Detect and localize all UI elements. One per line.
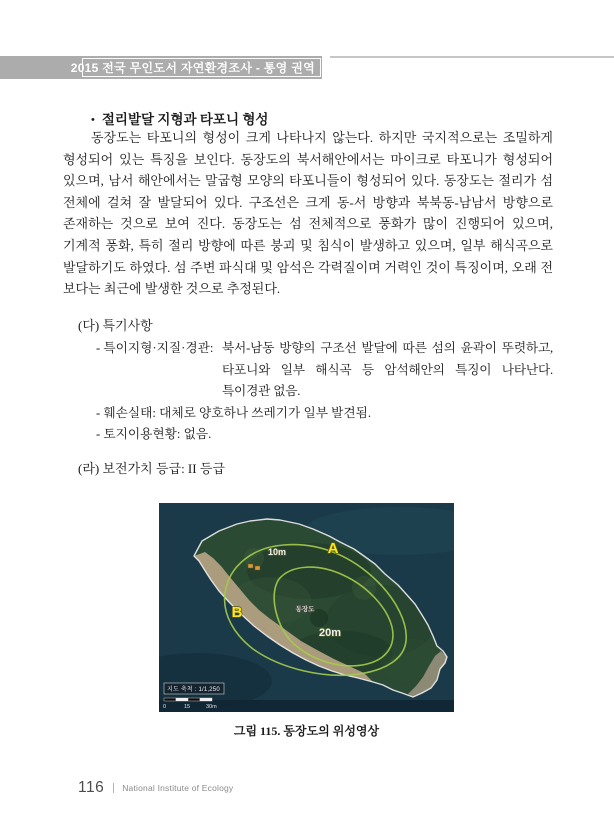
note-item-terrain [96, 338, 553, 403]
scale-tick-30: 30m [206, 704, 217, 710]
island-name-label: 동장도 [295, 606, 315, 613]
figure-caption: 그림 115. 동장도의 위성영상 [233, 724, 380, 738]
map-scale-text: 지도 축척 : 1/1,250 [167, 687, 220, 693]
contour-10m-label: 10m [267, 547, 287, 557]
satellite-image [159, 503, 454, 712]
contour-20m-label: 20m [318, 627, 342, 639]
notes-heading: (다) 특기사항 [78, 318, 153, 333]
section-heading [91, 108, 268, 128]
zone-b-label: B [231, 604, 243, 621]
header-banner-box [70, 58, 321, 77]
bullet-icon: • [91, 114, 95, 126]
header-rule [330, 56, 614, 58]
note-term: - 특이지형·지질·경관: [96, 341, 214, 355]
note-description [222, 338, 553, 403]
footer-divider [113, 783, 114, 793]
header-banner [0, 56, 322, 79]
report-title: 2015 전국 무인도서 자연환경조사 - 통영 권역 [70, 61, 315, 75]
conservation-grade: (라) 보전가치 등급: II 등급 [78, 461, 225, 476]
page-footer [78, 779, 233, 797]
note-item-landuse: - 토지이용현황: 없음. [96, 427, 212, 441]
body-paragraph: 동장도는 타포니의 형성이 크게 나타나지 않는다. 하지만 국지적으로는 조밀하게 형성되어 있는 특징을 보인다. 동장도의 북서해안에서는 마이크로 타포니가 형성되어 있으며, 남서 해안에서는 말굽형 모양의 타포니들이 형성되어 있다. 동장도는 절리가 섬 전체에 걸쳐 잘 발달되어 있다. 구조선은 크게 동-서 방향과 북북동-남남서 방향으로 존재하는 것으로 보여 진다. 동장도는 섬 전체적으로 풍화가 많이 진행되어 있으며, 기계적 풍화, 특히 절리 방향에 따른 붕괴 및 침식이 발생하고 있으며, 일부 해식곡으로 발달하기도 하였다. 섬 주변 파식대 및 암석은 각력질이며 거력인 것이 특징이며, 오래 전 보다는 최근에 발생한 것으로 추정된다. [63, 130, 553, 297]
sea-bottom-band [159, 700, 454, 712]
zone-a-label: A [327, 540, 339, 557]
note-line: 특이경관 없음. [222, 384, 301, 398]
note-line: 타포니와 일부 해식곡 등 암석해안의 특징이 나타난다. [222, 362, 553, 377]
scale-tick-15: 15 [184, 704, 191, 710]
scale-bar [164, 698, 212, 701]
scale-tick-0: 0 [163, 704, 167, 710]
page-number: 116 [78, 779, 105, 796]
section-title: 절리발달 지형과 타포니 형성 [101, 112, 269, 127]
note-item-damage: - 훼손실태: 대체로 양호하나 쓰레기가 일부 발견됨. [96, 406, 372, 420]
note-line: 북서-남동 방향의 구조선 발달에 따른 섬의 윤곽이 뚜렷하고, [222, 341, 553, 355]
organization-name: National Institute of Ecology [122, 783, 234, 793]
